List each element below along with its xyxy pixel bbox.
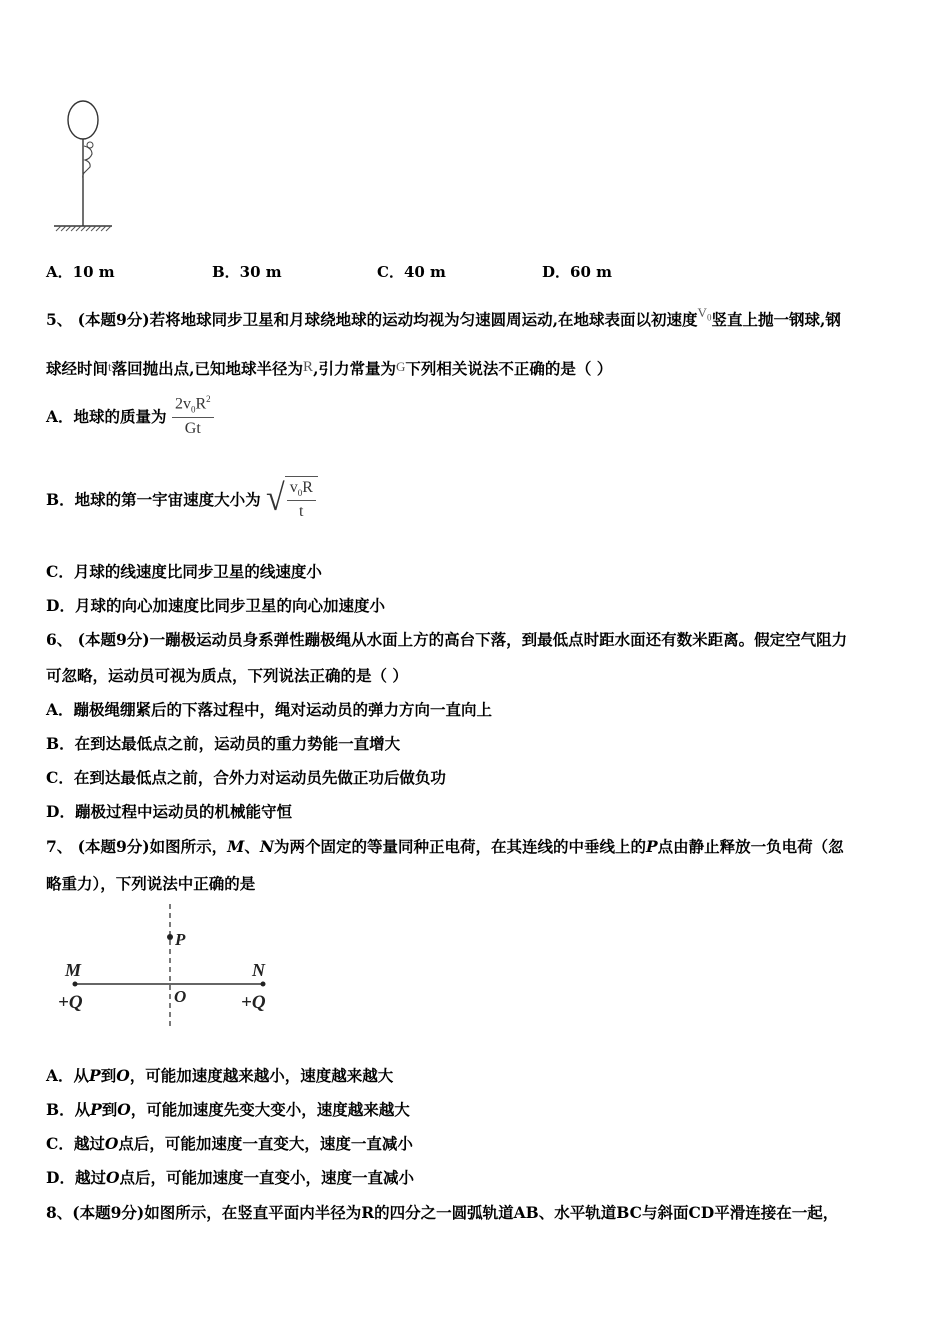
- root-numerator-subscript: 0: [297, 488, 303, 499]
- v0-letter: V: [697, 305, 707, 320]
- v0-subscript: 0: [706, 312, 712, 323]
- q5-option-d: D．月球的向心加速度比同步卫星的向心加速度小: [46, 596, 385, 615]
- q5-stem-line1: [46, 305, 841, 331]
- q7-option-a-part-c: ，可能加速度越来越小，速度越来越大: [129, 1066, 394, 1085]
- root-numerator-v: v: [289, 479, 298, 496]
- q6-stem-line1: 6、 (本题9分)一蹦极运动员身系弹性蹦极绳从水面上方的高台下落，到最低点时距水面还有数米距离。假定空气阻力: [46, 630, 848, 649]
- q5-stem-part-c: ,引力常量为: [313, 359, 396, 378]
- figure-charge-left: +Q: [58, 992, 83, 1013]
- q6-option-c: C．在到达最低点之前，合外力对运动员先做正功后做负功: [46, 768, 446, 787]
- q6-option-a: A．蹦极绳绷紧后的下落过程中，绳对运动员的弹力方向一直向上: [46, 700, 493, 719]
- figure-label-N: N: [252, 960, 265, 980]
- v0-symbol: [697, 305, 712, 323]
- figure-charge-right: +Q: [241, 992, 266, 1013]
- root-denominator: t: [299, 503, 304, 521]
- q7-stem-line1: [46, 835, 844, 857]
- numerator-subscript: 0: [190, 404, 196, 415]
- q5-stem-part-a: 球经时间: [46, 359, 109, 378]
- q5-option-b-text: B．地球的第一宇宙速度大小为: [46, 490, 261, 509]
- q5-stem-line2: [46, 357, 612, 379]
- q7-option-a-O: O: [116, 1066, 130, 1085]
- q4-option-a: A．10 m: [46, 263, 115, 281]
- fraction-denominator: Gt: [184, 419, 201, 437]
- q5-option-b: [46, 476, 318, 522]
- q7-option-b-part-c: ，可能加速度先变大变小，速度越来越大: [130, 1100, 410, 1119]
- fraction-numerator: [172, 394, 214, 418]
- q7-stem-part-c: 点由静止释放一负电荷（忽: [657, 837, 844, 856]
- earth-mass-fraction: [172, 394, 214, 438]
- q7-P: P: [646, 837, 658, 856]
- figure-label-O: O: [174, 987, 187, 1006]
- q7-option-a-P: P: [89, 1066, 101, 1085]
- q7-option-a: [46, 1064, 393, 1086]
- q4-option-d: D．60 m: [542, 263, 612, 281]
- q7-N: N: [259, 837, 274, 856]
- q5-option-a: [46, 394, 214, 438]
- q4-option-b: B．30 m: [212, 263, 282, 281]
- q5-stem-line1-end: 竖直上抛一钢球,钢: [711, 310, 841, 329]
- q7-option-c-O: O: [104, 1134, 119, 1153]
- q7-option-d-part-a: D．越过: [46, 1168, 106, 1187]
- t-symbol: t: [108, 359, 112, 374]
- q7-option-b-O: O: [117, 1100, 131, 1119]
- root-numerator: [287, 479, 316, 501]
- figure-label-M: M: [65, 960, 82, 980]
- root-fraction: [287, 479, 316, 521]
- numerator-R: R: [195, 395, 207, 413]
- root-numerator-R: R: [302, 479, 313, 496]
- balloon-figure: [50, 98, 120, 238]
- q7-option-d-O: O: [105, 1168, 120, 1187]
- q7-option-b-part-b: 到: [101, 1100, 118, 1119]
- q7-M: M: [227, 837, 245, 856]
- charges-figure: [55, 902, 295, 1032]
- q7-option-b-part-a: B．从: [46, 1100, 91, 1119]
- q7-stem-line2: 略重力），下列说法中正确的是: [46, 874, 256, 893]
- q5-option-c: C．月球的线速度比同步卫星的线速度小: [46, 562, 322, 581]
- q7-option-d-part-c: 点后，可能加速度一直变小，速度一直减小: [119, 1168, 414, 1187]
- sqrt-body: [285, 476, 318, 522]
- G-symbol: G: [395, 359, 406, 374]
- q7-option-c-part-a: C．越过: [46, 1134, 105, 1153]
- q6-option-d: D．蹦极过程中运动员的机械能守恒: [46, 802, 292, 821]
- q7-option-b-P: P: [90, 1100, 102, 1119]
- figure-label-P: P: [175, 930, 186, 949]
- sqrt-icon: √: [266, 478, 285, 519]
- q5-stem-text: 5、 (本题9分)若将地球同步卫星和月球绕地球的运动均视为匀速圆周运动,在地球表面以初速度: [46, 310, 698, 329]
- q5-stem-part-d: 下列相关说法不正确的是（ ）: [405, 359, 613, 378]
- q8-stem-line1: 8、(本题9分)如图所示，在竖直平面内半径为R的四分之一圆弧轨道AB、水平轨道BC与斜面CD平滑连接在一起，: [46, 1203, 839, 1222]
- q7-option-a-part-a: A．从: [46, 1066, 90, 1085]
- q6-stem-line2: 可忽略，运动员可视为质点，下列说法正确的是（ ）: [46, 666, 408, 685]
- q6-option-b: B．在到达最低点之前，运动员的重力势能一直增大: [46, 734, 401, 753]
- q4-option-c: C．40 m: [377, 263, 446, 281]
- numerator-exponent: 2: [206, 394, 211, 404]
- q5-option-a-text: A．地球的质量为: [46, 406, 167, 426]
- q7-option-c-part-c: 点后，可能加速度一直变大，速度一直减小: [118, 1134, 413, 1153]
- first-cosmic-velocity-root: [266, 476, 318, 522]
- numerator-2v: 2v: [174, 395, 191, 413]
- q7-stem-part-b: 为两个固定的等量同种正电荷，在其连线的中垂线上的: [274, 837, 647, 856]
- q7-option-d: [46, 1166, 414, 1188]
- q7-separator: 、: [244, 837, 260, 856]
- R-symbol: R: [303, 359, 314, 375]
- q7-option-b: [46, 1098, 410, 1120]
- q7-stem-part-a: 7、 (本题9分)如图所示，: [46, 837, 228, 856]
- q7-option-a-part-b: 到: [100, 1066, 117, 1085]
- q5-stem-part-b: 落回抛出点,已知地球半径为: [111, 359, 304, 378]
- q7-option-c: [46, 1132, 413, 1154]
